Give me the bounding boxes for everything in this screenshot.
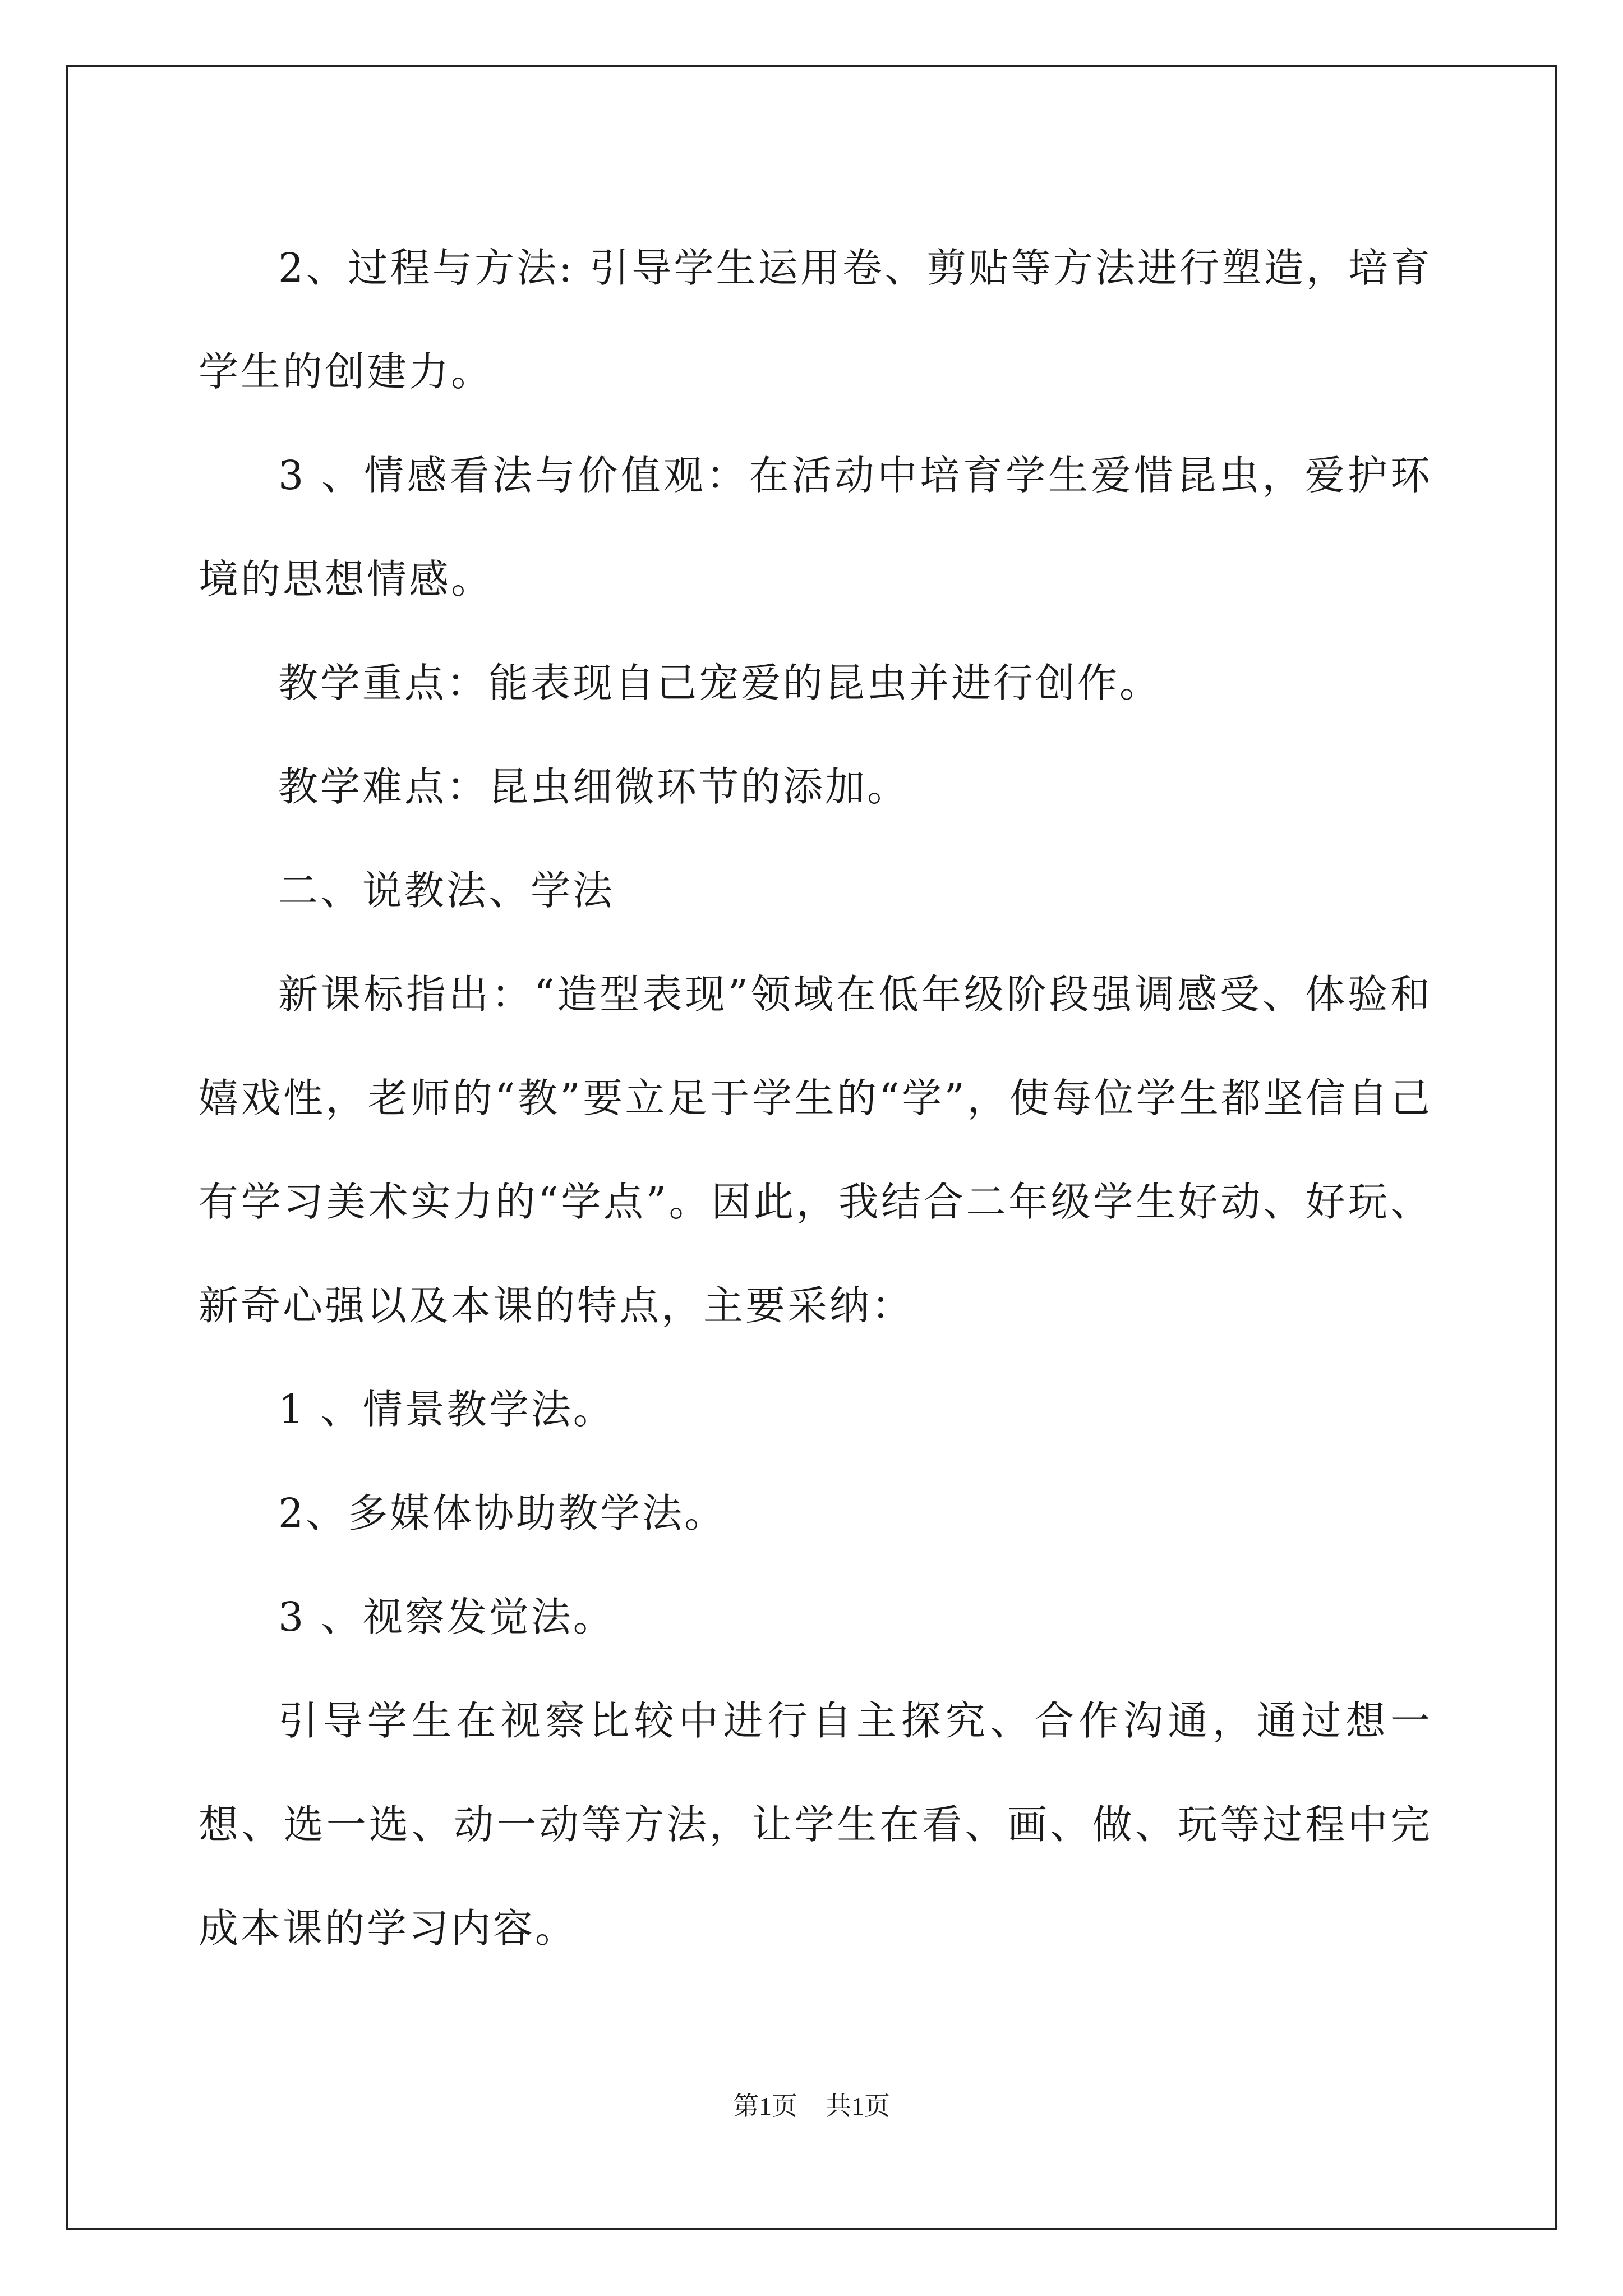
paragraph-curriculum-standard: 新课标指出：“造型表现”领域在低年级阶段强调感受、体验和嬉戏性，老师的“教”要立足于学生的“学”，使每位学生都坚信自己有学习美术实力的“学点”。因此，我结合二年级学生好动、好玩、新奇心强以及本课的特点，主要采纳： (199, 971, 1432, 1329)
page-footer (0, 2086, 1623, 2123)
section-heading-methods: 二、说教法、学法 (278, 867, 615, 914)
paragraph-teaching-focus: 教学重点：能表现自己宠爱的昆虫并进行创作。 (278, 660, 1162, 706)
paragraph-objective-emotion: 3 、情感看法与价值观：在活动中培育学生爱惜昆虫，爱护环境的思想情感。 (199, 452, 1432, 602)
page-total: 共1页 (826, 2092, 890, 2120)
paragraph-objective-process: 2、过程与方法: 引导学生运用卷、剪贴等方法进行塑造，培育学生的创建力。 (199, 245, 1432, 395)
list-item-method-1: 1 、情景教学法。 (278, 1386, 615, 1433)
list-item-method-2: 2、多媒体协助教学法。 (278, 1490, 727, 1536)
page-number: 第1页 (733, 2092, 797, 2120)
paragraph-teaching-difficulty: 教学难点：昆虫细微环节的添加。 (278, 763, 910, 810)
paragraph-guidance: 引导学生在视察比较中进行自主探究、合作沟通，通过想一想、选一选、动一动等方法，让学生在看、画、做、玩等过程中完成本课的学习内容。 (199, 1697, 1432, 1952)
list-item-method-3: 3 、视察发觉法。 (278, 1594, 615, 1640)
document-body (199, 216, 1432, 1980)
